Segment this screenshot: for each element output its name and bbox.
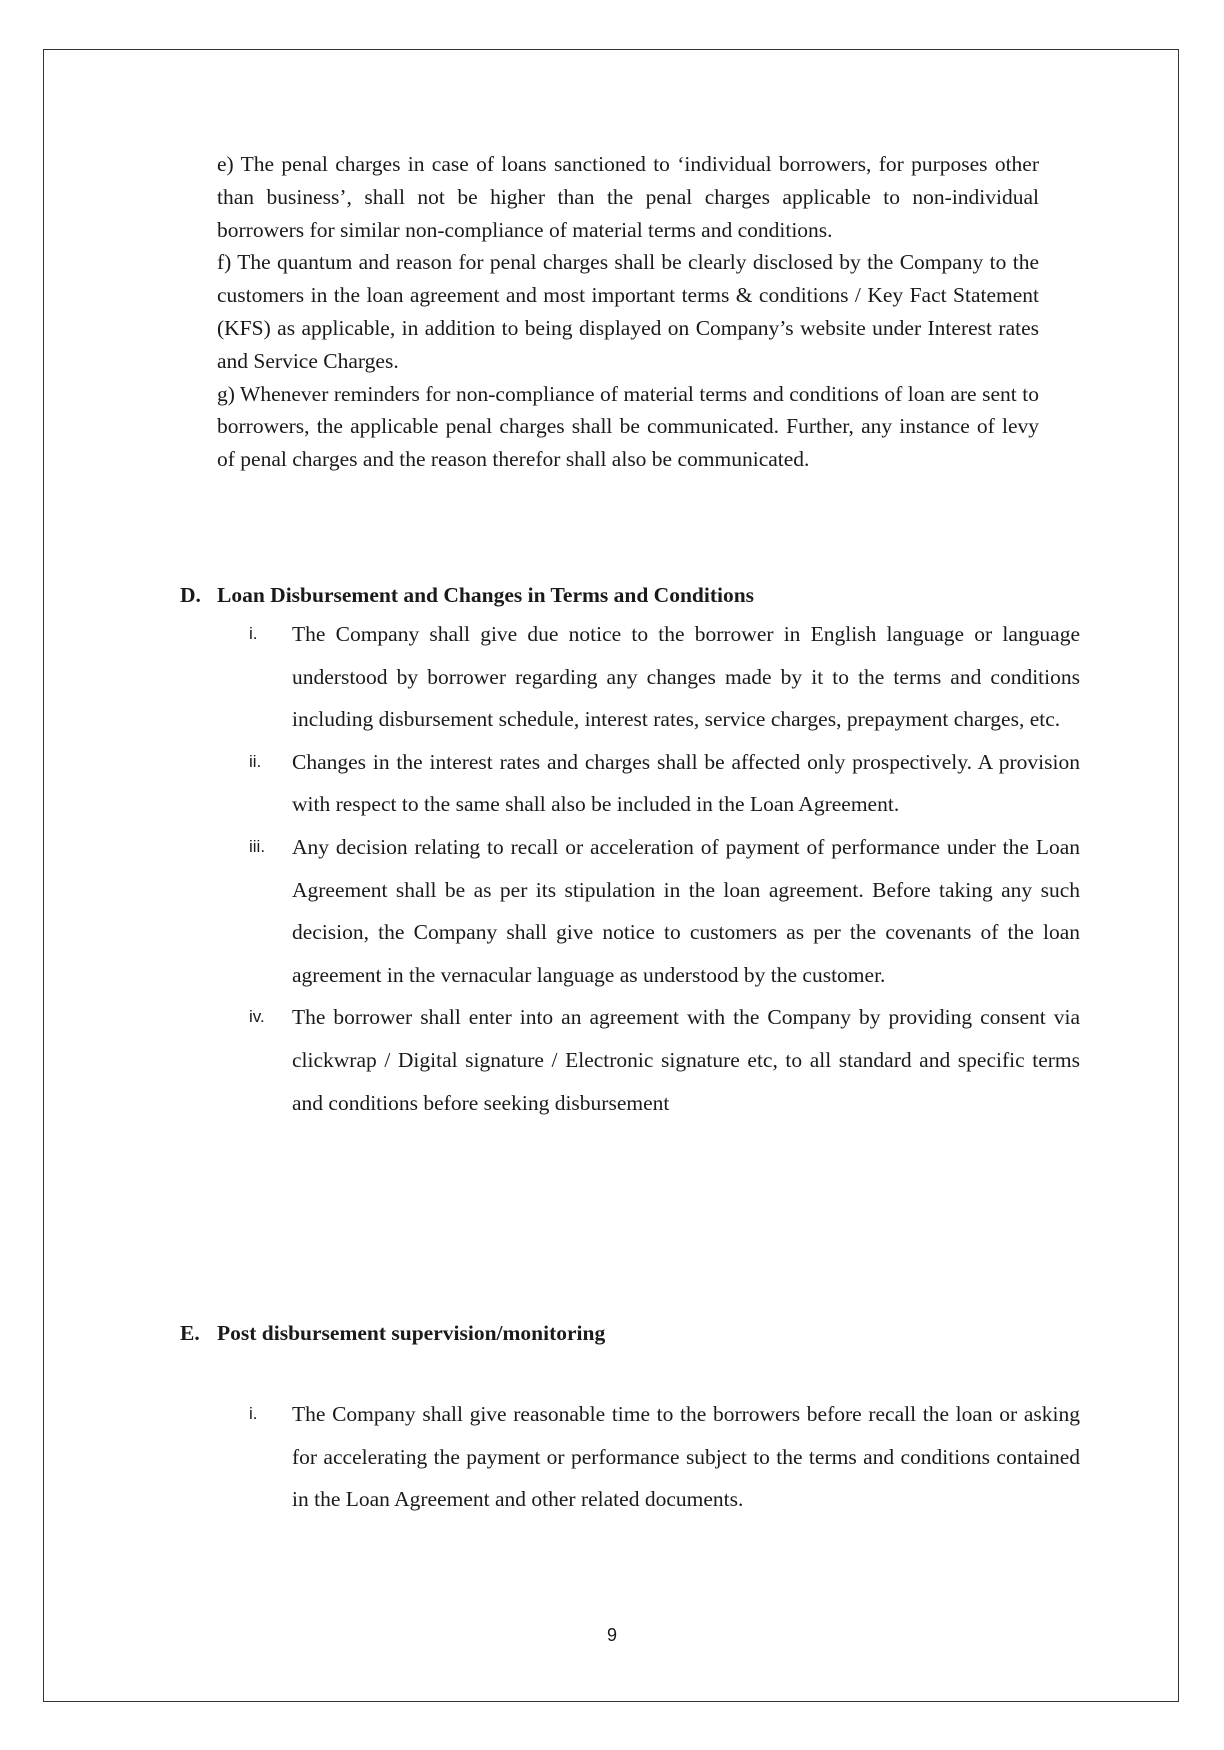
section-d-list [180, 613, 1080, 1124]
section-e-title: Post disbursement supervision/monitoring [217, 1321, 606, 1345]
section-d-letter: D. [180, 583, 201, 607]
section-e-list [180, 1393, 1080, 1521]
list-item [180, 741, 1080, 826]
list-item-marker: iv. [249, 1007, 265, 1027]
list-item-text: The borrower shall enter into an agreement with the Company by providing consent via clickwrap / Digital signature / Electronic signature etc, to all standard and specific terms and conditions before seeking disbursement [292, 1005, 1080, 1115]
section-e-heading [180, 1318, 1080, 1348]
list-item-text: Changes in the interest rates and charges shall be affected only prospectively. A provision with respect to the same shall also be included in the Loan Agreement. [292, 749, 1080, 817]
paragraph-g: g) Whenever reminders for non-compliance of material terms and conditions of loan are sent to borrowers, the applicable penal charges shall be communicated. Further, any instance of levy of penal charges and the reason therefor shall also be communicated. [217, 381, 1039, 472]
list-item-marker: ii. [249, 751, 262, 771]
section-d [180, 580, 1080, 1124]
section-e-letter: E. [180, 1321, 200, 1345]
list-item-marker: i. [249, 624, 258, 643]
page-number: 9 [606, 1625, 617, 1645]
section-e [180, 1318, 1080, 1521]
list-item-marker: i. [249, 1404, 258, 1423]
list-item-text: Any decision relating to recall or acceleration of payment of performance under the Loan Agreement shall be as per its stipulation in the loan agreement. Before taking any such decision, the Company shall give notice to customers as per the covenants of the loan agreement in the vernacular language as understood by the customer. [292, 834, 1080, 987]
list-item-text: The Company shall give reasonable time to the borrowers before recall the loan or asking for accelerating the payment or performance subject to the terms and conditions contained in the Loan Agreement and other related documents. [292, 1402, 1080, 1512]
list-item [180, 826, 1080, 996]
section-d-heading [180, 580, 1080, 610]
list-item [180, 1393, 1080, 1521]
paragraph-f: f) The quantum and reason for penal charges shall be clearly disclosed by the Company to the customers in the loan agreement and most important terms & conditions / Key Fact Statement (KFS) as applicable, in addition to being displayed on Company’s website under Interest rates and Service Charges. [217, 250, 1039, 373]
section-d-title: Loan Disbursement and Changes in Terms and Conditions [217, 583, 755, 607]
paragraph-e: e) The penal charges in case of loans sanctioned to ‘individual borrowers, for purposes other than business’, shall not be higher than the penal charges applicable to non-individual borrowers for similar non-compliance of material terms and conditions. [217, 152, 1039, 242]
list-item [180, 613, 1080, 741]
list-item-marker: iii. [249, 836, 266, 856]
list-item-text: The Company shall give due notice to the borrower in English language or language understood by borrower regarding any changes made by it to the terms and conditions including disbursement schedule, interest rates, service charges, prepayment charges, etc. [292, 622, 1080, 732]
list-item [180, 996, 1080, 1124]
intro-paragraphs [217, 148, 1039, 476]
